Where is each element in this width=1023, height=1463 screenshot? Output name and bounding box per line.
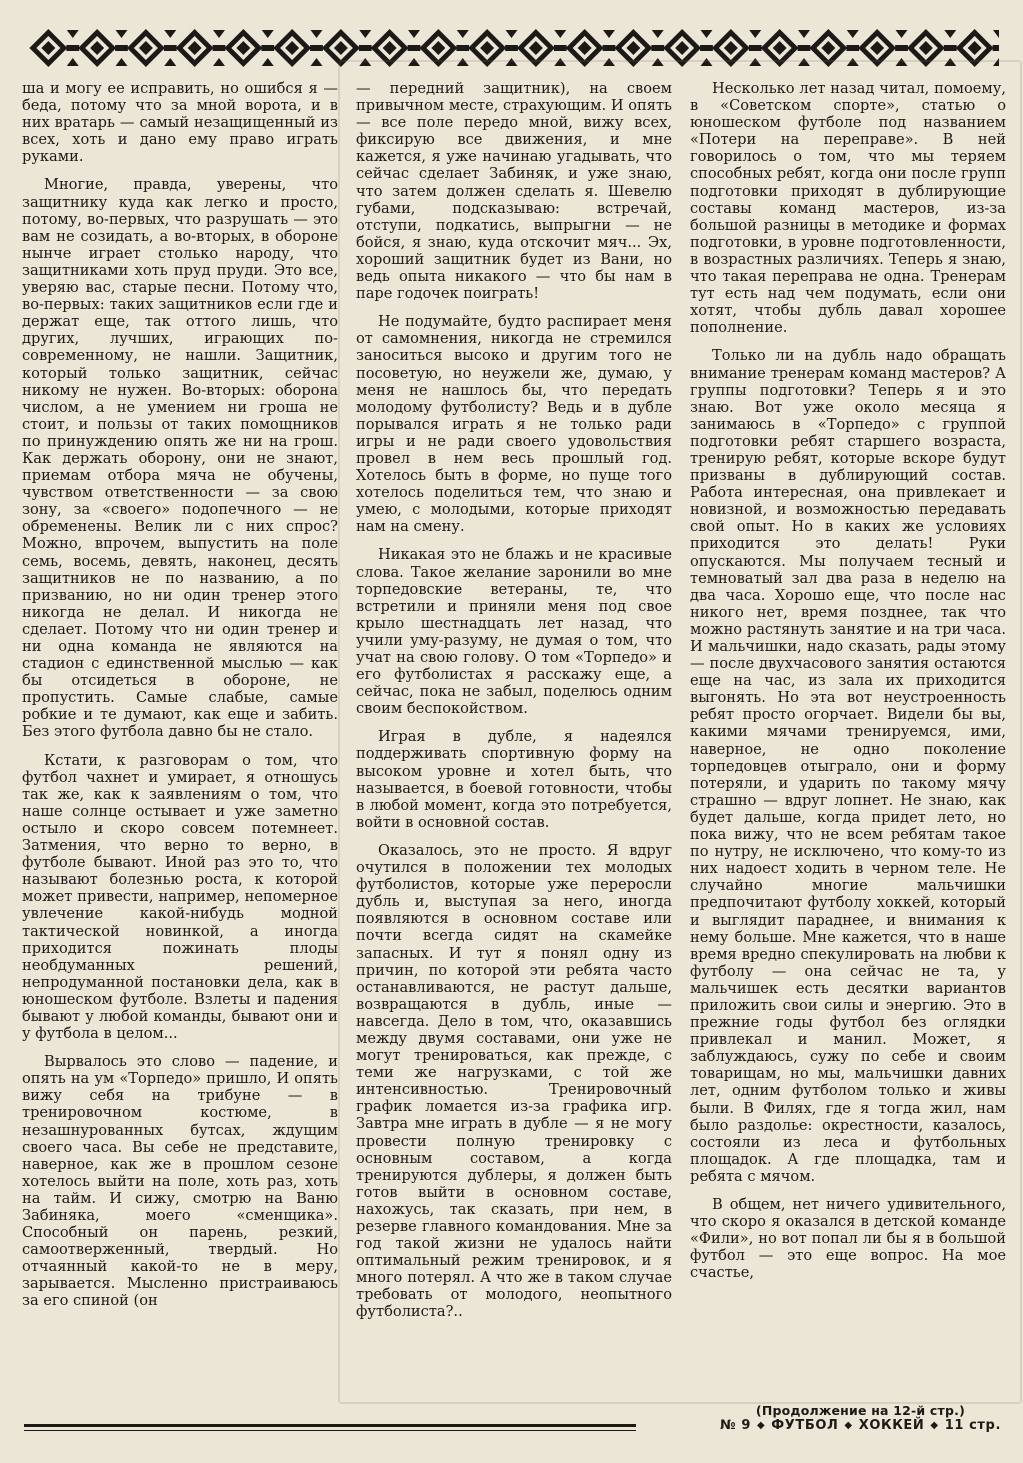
paragraph: Только ли на дубль надо обращать внимание тренерам команд мастеров? А группы подготовки? Теперь я и это знаю. Вот уже около месяца я занимаюсь в «Торпедо» с группой подготовки ребят старшего возраста, тренирую ребят, которые вскоре будут призваны в дублирующий состав. Работа интересная, она привлекает и новизной, и возможностью передавать свой опыт. Но в каких же условиях приходится это делать! Руки опускаются. Мы получаем тесный и темноватый зал два раза в неделю на два часа. Хорошо еще, что после нас никого нет, время позднее, так что можно растянуть занятие и на три часа. И мальчишки, надо сказать, рады этому — после двухчасового занятия остаются еще на час, из зала их приходится выгонять. Но эта вот неустроенность ребят просто огорчает. Видели бы вы, какими мячами тренируемся, ими, наверное, не одно поколение торпедовцев отыграло, они и форму потеряли, и ударить по такому мячу страшно — вдруг лопнет. Не знаю, как будет дальше, когда придет лето, но пока вижу, что не всем ребятам такое по нутру, не исключено, что кому-то из них надоест ходить в черном теле. Не случайно многие мальчишки предпочитают футболу хоккей, который и выглядит параднее, и внимания к нему больше. Мне кажется, что в наше время вредно спекулировать на любви к футболу — она сейчас не та, у мальчишек есть десятки вариантов приложить свои силы и энергию. Это в прежние годы футбол без оглядки привлекал и манил. Может, я заблуждаюсь, сужу по себе и своим товарищам, но мы, мальчишки давних лет, одним футболом только и живы были. В Филях, где я тогда жил, нам было раздолье: окрестности, казалось, состояли из леса и футбольных площадок. А где площадка, там и ребята с мячом. [690,347,1006,1185]
continuation-note: (Продолжение на 12-й стр.) [755,1403,965,1418]
paragraph: Не подумайте, будто распирает меня от самомнения, никогда не стремился заноситься высоко и другим того не посоветую, но неужели же, думаю, у меня не нашлось бы, что передать молодому футболисту? Ведь и в дубле порывался играть я не только ради игры и не ради своего удовольствия провел в нем весь прошлый год. Хотелось быть в форме, но пуще того хотелось поделиться тем, что знаю и умею, с молодыми, которые приходят нам на смену. [356,313,672,536]
header-ornament [24,26,999,70]
paragraph: Оказалось, это не просто. Я вдруг очутился в положении тех молодых футболистов, которые уже переросли дубль и, выступая за него, иногда появляются в основном составе или почти всегда сидят на скамейке запасных. И тут я понял одну из причин, по которой эти ребята часто останавливаются, не растут дальше, возвращаются в дубль, иные — навсегда. Дело в том, что, оказавшись между двумя составами, они уже не могут тренироваться, как прежде, с теми же нагрузками, с той же интенсивностью. Тренировочный график ломается из-за графика игр. Завтра мне играть в дубле — я не могу провести полную тренировку с основным составом, а когда тренируются дублеры, я должен быть готов выйти в основном составе, нахожусь, так сказать, при нем, в резерве главного командования. Мне за год такой жизни не удалось найти оптимальный режим тренировок, и я много потерял. А что же в таком случае требовать от молодого, неопытного футболиста?.. [356,841,672,1321]
footer-title-hockey: ХОККЕЙ [858,1418,925,1433]
article-body [22,80,1006,1425]
footer-title-football: ФУТБОЛ [771,1418,839,1433]
paragraph: Многие, правда, уверены, что защитнику куда как легко и просто, потому, во-первых, что разрушать — это вам не созидать, а во-вторых, в обороне нынче играет столько народу, что защитниками хоть пруд пруди. Это все, уверяю вас, старые песни. Потому что, во-первых: таких защитников если где и держат еще, так оттого лишь, что других, лучших, играющих по-современному, не нашли. Защитник, который только защитник, сейчас никому не нужен. Во-вторых: оборона числом, а не умением ни гроша не стоит, и пользы от таких помощников по принуждению опять же ни на грош. Как держать оборону, они не знают, приемам отбора мяча не обучены, чувством ответственности — за свою зону, за «своего» подопечного — не обременены. Велик ли с них спрос? Можно, впрочем, выпустить на поле семь, восемь, девять, наконец, десять защитников не по названию, а по призванию, но ни один тренер этого никогда не делал. И никогда не сделает. Потому что ни один тренер и ни одна команда не являются на стадион с единственной мыслью — как бы отсидеться в обороне, не пропустить. Самые слабые, самые робкие и те думают, как еще и забить. Без этого футбола давно бы не стало. [22,176,338,741]
diamond-icon: ◆ [844,1420,853,1431]
paragraph: Несколько лет назад читал, помоему, в «Советском спорте», статью о юношеском футболе под названием «Потери на переправе». В ней говорилось о том, что мы теряем способных ребят, когда они после групп подготовки приходят в дублирующие составы команд мастеров, из-за большой разницы в методике и формах подготовки, в уровне подготовленности, в возрастных различиях. Теперь я знаю, что такая переправа не одна. Тренерам тут есть над чем подумать, если они хотят, чтобы дубль давал хорошее пополнение. [690,80,1006,337]
paragraph: Вырвалось это слово — падение, и опять на ум «Торпедо» пришло, И опять вижу себя на трибуне — в тренировочном костюме, в незашнурованных бутсах, ждущим своего часа. Вы себе не представите, наверное, как же в прошлом сезоне хотелось выйти на поле, хоть раз, хоть на тайм. И сижу, смотрю на Ваню Забиняка, моего «сменщика». Способный он парень, резкий, самоотверженный, твердый. Но отчаянный какой-то не в меру, зарывается. Мысленно пристраиваюсь за его спиной (он [22,1053,338,1310]
paragraph: — передний защитник), на своем привычном месте, страхующим. И опять — все поле передо мной, вижу всех, фиксирую все движения, и мне кажется, я уже начинаю угадывать, что сейчас сделает Забиняк, и уже знаю, что затем должен сделать я. Шевелю губами, подсказываю: встречай, отступи, подкатись, выпрыгни — не бойся, я знаю, куда отскочит мяч... Эх, хороший защитник будет из Вани, но ведь опыта никакого — что бы нам в паре годочек поиграть! [356,80,672,303]
footer-rule-thin [24,1430,636,1431]
diamond-icon: ◆ [930,1420,939,1431]
column-1 [22,80,338,1425]
paragraph: В общем, нет ничего удивительного, что скоро я оказался в детской команде «Фили», но вот попал ли бы я в большой футбол — это еще вопрос. На мое счастье, [690,1196,1006,1282]
paragraph: Играя в дубле, я надеялся поддерживать спортивную форму на высоком уровне и хотел быть, что называется, в боевой готовности, чтобы в любой момент, когда это потребуется, войти в основной состав. [356,728,672,831]
paragraph: Никакая это не блажь и не красивые слова. Такое желание заронили во мне торпедовские ветераны, те, что встретили и приняли меня под свое крыло шестнадцать лет назад, что учили уму-разуму, не думая о том, что учат на свою голову. О том «Торпедо» и его футболистах я расскажу еще, а сейчас, пока не забыл, поделюсь одним своим беспокойством. [356,546,672,718]
diamond-icon: ◆ [756,1420,766,1431]
paragraph: Кстати, к разговорам о том, что футбол чахнет и умирает, я отношусь так же, как к заявлениям о том, что наше солнце остывает и уже заметно остыло и скоро совсем потемнеет. Затмения, что верно то верно, в футболе бывают. Иной раз это то, что называют болезнью роста, к которой может привести, например, непомерное увлечение какой-нибудь модной тактической новинкой, а иногда приходится пожинать плоды необдуманных решений, непродуманной постановки дела, как в юношеском футболе. Взлеты и падения бывают у любой команды, бывают они и у футбола в целом... [22,751,338,1043]
page-footer [720,1418,1001,1433]
column-3 [690,80,1006,1425]
page-number: 11 стр. [944,1418,1001,1433]
paragraph: ша и могу ее исправить, но ошибся я — беда, потому что за мной ворота, и в них вратарь — самый незащищенный из всех, хоть и дано ему право играть руками. [22,80,338,166]
column-2 [356,80,672,1425]
footer-rule [24,1424,636,1427]
issue-number: № 9 [719,1418,751,1433]
